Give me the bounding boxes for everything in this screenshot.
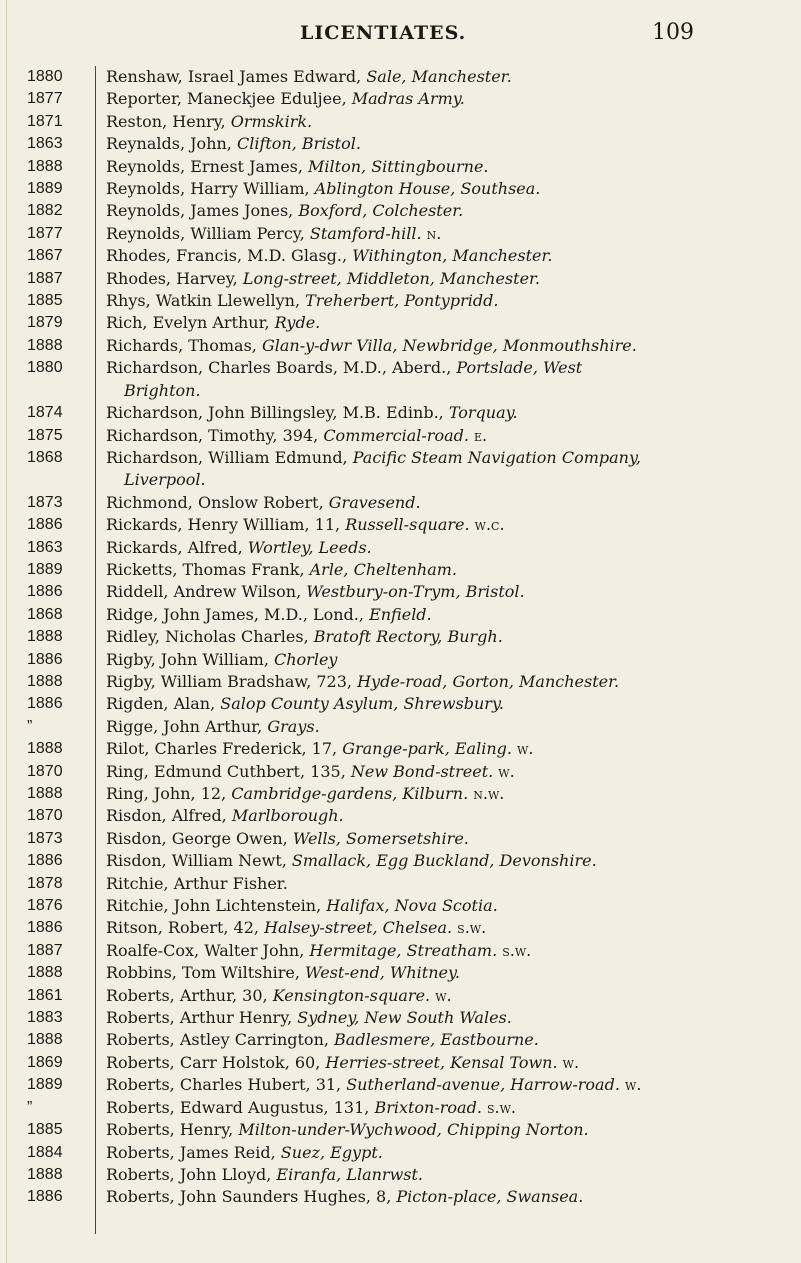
list-item [0,156,801,178]
list-item [0,537,801,559]
entry-address: Brixton-road. [374,1097,482,1117]
page-header [0,22,801,52]
entry-name: Rickards, Henry William, 11, [106,515,346,535]
list-item [0,1119,801,1141]
entry-name: Rhodes, Harvey, [106,268,243,288]
list-item [0,805,801,827]
entry-text [106,335,786,357]
page-number: 109 [652,20,694,45]
list-item [0,626,801,648]
list-item [0,1097,801,1119]
entry-address: Milton-under-Wychwood, Chipping Norton. [238,1120,589,1140]
list-item [0,178,801,200]
entry-address: Badlesmere, Eastbourne. [334,1030,539,1050]
entry-text [106,357,786,379]
entry-address: Glan-y-dwr Villa, Newbridge, Monmouthshire. [261,335,637,355]
entry-address: Westbury-on-Trym, Bristol. [306,582,525,602]
entry-name: Ridley, Nicholas Charles, [106,627,314,647]
entry-name: Renshaw, Israel James Edward, [106,67,367,86]
entry-address: Arle, Cheltenham. [309,559,458,579]
entry-name: Rigden, Alan, [106,694,221,714]
entry-address: Ryde. [274,313,321,333]
entry-name: Reynolds, James Jones, [106,201,299,221]
entry-text [106,290,786,312]
entry-year: 1880 [27,359,63,377]
entry-name: Roalfe-Cox, Walter John, [106,940,310,960]
entry-text [106,200,786,222]
entry-text [106,917,786,939]
entry-text [106,604,786,626]
entry-name: Richards, Thomas, [106,335,262,355]
entry-name: Rigby, John William, [106,649,274,669]
entry-text [106,1029,786,1051]
list-item [0,917,801,939]
entry-name: Risdon, Alfred, [106,806,232,826]
entry-address: Halifax, Nova Scotia. [326,896,498,916]
entry-address: Torquay. [448,403,518,423]
entry-name: Roberts, Astley Carrington, [106,1030,335,1050]
entry-text [106,1007,786,1029]
entry-name: Rich, Evelyn Arthur, [106,313,275,333]
entry-year: 1888 [27,157,63,175]
list-item [0,962,801,984]
entry-year: 1880 [27,68,63,85]
entry-year: 1889 [27,560,63,578]
list-item [0,761,801,783]
entry-address: Suez, Egypt. [280,1142,383,1162]
entry-text [106,156,786,178]
entry-text [106,537,786,559]
list-item [0,1164,801,1186]
entry-text [106,88,786,110]
list-item [0,514,801,536]
list-item [0,985,801,1007]
entry-address: West-end, Whitney. [305,963,460,983]
entry-year: ” [27,1098,33,1116]
entry-name: Reynolds, Harry William, [106,179,315,199]
entry-address: Treherbert, Pontypridd. [305,291,499,311]
entry-name: Reynolds, William Percy, [106,223,310,243]
entry-year: 1887 [27,941,63,959]
list-item [0,693,801,715]
entry-text [106,895,786,917]
entry-text [106,66,786,88]
entry-text [106,850,786,872]
list-item [0,88,801,110]
entry-text [106,402,786,424]
entry-year: 1888 [27,785,63,802]
entry-text [106,626,786,648]
entry-name: Ricketts, Thomas Frank, [106,559,310,579]
entry-year: 1888 [27,740,63,758]
entry-text [106,805,786,827]
entry-address: Ablington House, Southsea. [314,179,541,199]
entry-text [106,738,786,760]
entry-district: w. [430,985,452,1005]
entry-district: s.w. [452,918,487,938]
entry-address: Commercial-road. [323,425,469,445]
entry-text [106,581,786,603]
entry-year: 1883 [27,1009,63,1027]
entry-text [106,559,786,581]
entry-name: Rigge, John Arthur, [106,716,268,736]
entry-district: n.w. [468,784,505,803]
entry-district: w. [511,739,534,759]
entry-district: w.c. [469,515,505,535]
entry-name: Ridge, John James, M.D., Lond., [106,604,370,624]
list-item [0,1142,801,1164]
entry-district: w. [493,761,515,781]
list-item [0,290,801,312]
entry-text [106,425,786,447]
entry-address: Kensington-square. [272,985,431,1005]
entry-name: Roberts, Carr Holstok, 60, [106,1052,326,1072]
entry-year: ” [27,717,33,735]
entry-address-continuation [106,380,801,402]
list-item [0,671,801,693]
entry-name: Rigby, William Bradshaw, 723, [106,671,358,691]
entry-address: Madras Army. [351,89,465,109]
entry-address: Long-street, Middleton, Manchester. [242,268,541,288]
entry-year: 1879 [27,314,63,332]
entry-address: Wortley, Leeds. [247,537,372,557]
entry-address: Sutherland-avenue, Harrow-road. [346,1075,620,1095]
list-item [0,312,801,334]
entry-text [106,940,786,962]
entry-text [106,716,786,738]
list-item [0,649,801,671]
list-item [0,223,801,245]
entry-text [106,133,786,155]
entry-text [106,1052,786,1074]
list-item [0,245,801,267]
entry-name: Roberts, Henry, [106,1120,239,1140]
entry-name: Roberts, Arthur Henry, [106,1008,298,1028]
entry-text [106,1186,786,1208]
list-item [0,425,801,447]
entry-address: Clifton, Bristol. [236,134,361,154]
entry-address: Smallack, Egg Buckland, Devonshire. [291,851,597,871]
list-item [0,200,801,222]
entry-year: 1873 [27,493,63,511]
list-item [0,268,801,290]
list-item [0,66,801,88]
entry-name: Reynolds, Ernest James, [106,156,309,176]
entry-address: New Bond-street. [350,761,494,781]
entry-year: 1863 [27,538,63,556]
entry-year: 1873 [27,829,63,847]
entry-year: 1887 [27,269,63,287]
list-item [0,581,801,603]
entry-name: Rhodes, Francis, M.D. Glasg., [106,246,353,266]
entry-text [106,1074,786,1096]
entry-year: 1885 [27,1121,63,1139]
entry-text [106,761,786,783]
list-item [0,783,801,805]
entry-name: Rhys, Watkin Llewellyn, [106,291,306,311]
entry-address: Ormskirk. [230,111,313,131]
entry-year: 1886 [27,695,63,713]
list-item [0,492,801,514]
list-item [0,357,801,402]
list-item [0,1007,801,1029]
entry-name: Richardson, Timothy, 394, [106,425,324,445]
entry-name: Roberts, Charles Hubert, 31, [106,1075,347,1095]
entry-year: 1870 [27,807,63,825]
entry-year: 1889 [27,180,63,198]
entry-text [106,312,786,334]
entry-year: 1869 [27,1053,63,1071]
list-item [0,873,801,895]
entry-text [106,492,786,514]
entry-text [106,223,786,245]
entry-name: Riddell, Andrew Wilson, [106,582,307,602]
entry-name: Ritson, Robert, 42, [106,918,265,938]
entry-name: Risdon, George Owen, [106,828,293,848]
entry-address: Chorley [274,649,338,669]
list-item [0,402,801,424]
entry-year: 1868 [27,448,63,466]
entry-name: Ritchie, John Lichtenstein, [106,896,327,916]
entry-name: Richardson, William Edmund, [106,447,353,467]
entry-address: Russell-square. [345,515,470,535]
entry-year: 1888 [27,672,63,690]
entry-district: e. [468,425,488,445]
entry-address: Boxford, Colchester. [298,201,464,221]
entry-district: s.w. [497,940,532,960]
entry-text [106,1164,786,1186]
entry-text [106,1097,786,1119]
entry-address: Wells, Somersetshire. [292,828,469,848]
entry-year: 1888 [27,336,63,354]
entry-year: 1868 [27,605,63,623]
entry-text [106,111,786,133]
entry-name: Richardson, Charles Boards, M.D., Aberd., [106,358,457,378]
entry-address-cont-text: Liverpool. [124,470,206,490]
entry-district: w. [619,1075,642,1095]
entry-address: Grange-park, Ealing. [342,739,512,759]
entry-year: 1861 [27,986,63,1004]
list-item [0,716,801,738]
entry-year: 1888 [27,628,63,646]
entry-address: Sale, Manchester. [366,67,512,86]
entry-year: 1874 [27,404,63,422]
list-item [0,895,801,917]
entry-year: 1878 [27,874,63,892]
entry-address: Eiranfa, Llanrwst. [276,1164,423,1184]
entry-name: Rickards, Alfred, [106,537,248,557]
list-item [0,738,801,760]
entry-year: 1886 [27,650,63,668]
entry-name: Reporter, Maneckjee Eduljee, [106,89,352,109]
entry-text [106,447,786,469]
entry-address: Withington, Manchester. [352,246,553,266]
entry-text [106,268,786,290]
entry-name: Rilot, Charles Frederick, 17, [106,739,343,759]
entry-name: Roberts, John Saunders Hughes, 8, [106,1187,397,1207]
licentiate-list [0,66,801,1209]
entry-year: 1886 [27,852,63,870]
entry-year: 1875 [27,426,63,444]
entry-text [106,1119,786,1141]
list-item [0,447,801,492]
entry-address: Gravesend. [328,492,421,512]
entry-address: Herries-street, Kensal Town. [325,1052,558,1072]
entry-year: 1886 [27,583,63,601]
entry-district: n. [421,223,442,243]
entry-text [106,985,786,1007]
entry-text [106,245,786,267]
list-item [0,559,801,581]
entry-text [106,671,786,693]
entry-name: Roberts, John Lloyd, [106,1164,277,1184]
entry-name: Roberts, Arthur, 30, [106,985,273,1005]
entry-year: 1886 [27,919,63,937]
list-item [0,828,801,850]
entry-text [106,828,786,850]
list-item [0,335,801,357]
entry-address: Pacific Steam Navigation Company, [352,447,641,467]
list-item [0,940,801,962]
running-head: LICENTIATES. [300,22,467,44]
entry-name: Richmond, Onslow Robert, [106,492,329,512]
entry-address: Cambridge-gardens, Kilburn. [231,784,469,803]
entry-address: Salop County Asylum, Shrewsbury. [220,694,504,714]
entry-name: Ring, Edmund Cuthbert, 135, [106,761,351,781]
list-item [0,111,801,133]
entry-address-continuation [106,469,801,491]
entry-year: 1877 [27,90,63,108]
entry-text [106,873,786,895]
entry-name: Robbins, Tom Wiltshire, [106,963,306,983]
list-item [0,1052,801,1074]
entry-text [106,649,786,671]
entry-name: Risdon, William Newt, [106,851,292,871]
entry-name: Ring, John, 12, [106,784,232,803]
entry-address-cont-text: Brighton. [124,380,201,400]
entry-address: Sydney, New South Wales. [297,1008,512,1028]
entry-name: Reston, Henry, [106,111,231,131]
entry-text [106,962,786,984]
entry-district: w. [557,1052,580,1072]
entry-year: 1867 [27,247,63,265]
entry-year: 1863 [27,135,63,153]
entry-address: Marlborough. [231,806,344,826]
entry-year: 1870 [27,762,63,780]
entry-text [106,178,786,200]
list-item [0,1029,801,1051]
list-item [0,850,801,872]
list-item [0,1074,801,1096]
entry-address: Milton, Sittingbourne. [308,156,489,176]
entry-year: 1876 [27,897,63,915]
entry-name: Richardson, John Billingsley, M.B. Edinb., [106,403,449,423]
list-item [0,604,801,626]
entry-year: 1884 [27,1143,63,1161]
entry-year: 1886 [27,516,63,534]
entry-text [106,693,786,715]
entry-name: Roberts, Edward Augustus, 131, [106,1097,375,1117]
entry-address: Bratoft Rectory, Burgh. [313,627,503,647]
entry-address: Grays. [267,716,320,736]
entry-name: Reynalds, John, [106,134,237,154]
entry-name: Ritchie, Arthur Fisher. [106,873,288,893]
entry-address: Enfield. [369,604,432,624]
entry-year: 1882 [27,202,63,220]
entry-year: 1871 [27,112,63,130]
entry-text [106,783,786,805]
entry-address: Stamford-hill. [309,223,422,243]
entry-year: 1877 [27,224,63,242]
entry-year: 1886 [27,1188,63,1206]
list-item [0,133,801,155]
entry-year: 1885 [27,292,63,310]
entry-address: Picton-place, Swansea. [396,1187,584,1207]
entry-text [106,514,786,536]
entry-year: 1888 [27,964,63,982]
entry-district: s.w. [481,1097,517,1117]
entry-address: Portslade, West [456,358,583,378]
entry-address: Hermitage, Streatham. [309,940,498,960]
entry-name: Roberts, James Reid, [106,1142,281,1162]
entry-year: 1889 [27,1076,63,1094]
list-item [0,1186,801,1208]
entry-address: Halsey-street, Chelsea. [264,918,453,938]
entry-year: 1888 [27,1165,63,1183]
entry-text [106,1142,786,1164]
entry-year: 1888 [27,1031,63,1049]
entry-address: Hyde-road, Gorton, Manchester. [357,671,620,691]
